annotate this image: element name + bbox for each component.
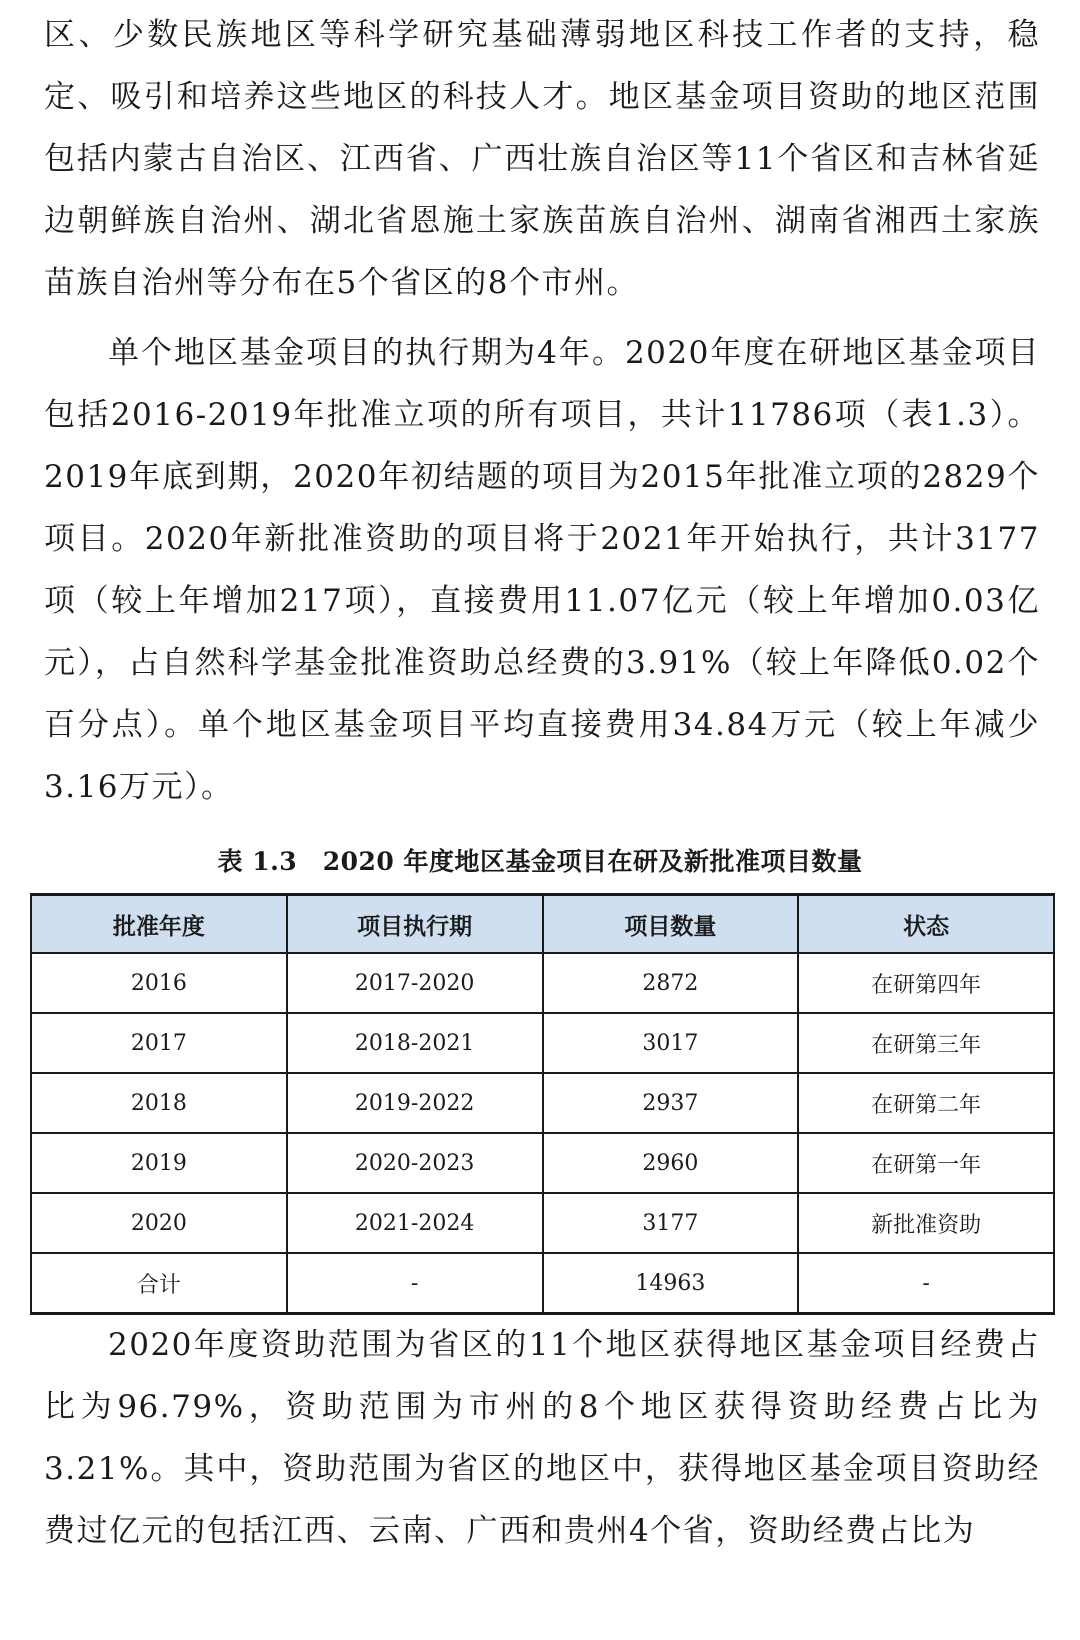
- cell-status: 在研第三年: [798, 1013, 1054, 1073]
- cell-status: 新批准资助: [798, 1193, 1054, 1253]
- cell-project-count: 2872: [543, 953, 799, 1013]
- cell-status: -: [798, 1253, 1054, 1314]
- cell-execution-period: 2017-2020: [287, 953, 543, 1013]
- cell-status: 在研第二年: [798, 1073, 1054, 1133]
- header-execution-period: 项目执行期: [287, 895, 543, 954]
- cell-total-count: 14963: [543, 1253, 799, 1314]
- table-row: [31, 1193, 1054, 1253]
- cell-approval-year: 2017: [31, 1013, 287, 1073]
- header-approval-year: 批准年度: [31, 895, 287, 954]
- data-table-container: [30, 893, 1055, 1315]
- table-header-row: [31, 895, 1054, 954]
- table-total-row: [31, 1253, 1054, 1314]
- cell-execution-period: 2021-2024: [287, 1193, 543, 1253]
- header-project-count: 项目数量: [543, 895, 799, 954]
- paragraph-1: 区、少数民族地区等科学研究基础薄弱地区科技工作者的支持，稳定、吸引和培养这些地区的科技人才。地区基金项目资助的地区范围包括内蒙古自治区、江西省、广西壮族自治区等11个省区和吉林省延边朝鲜族自治州、湖北省恩施土家族苗族自治州、湖南省湘西土家族苗族自治州等分布在5个省区的8个市州。: [44, 17, 1040, 301]
- table-row: [31, 1133, 1054, 1193]
- cell-approval-year: 2018: [31, 1073, 287, 1133]
- cell-project-count: 3017: [543, 1013, 799, 1073]
- cell-execution-period: -: [287, 1253, 543, 1314]
- table-caption: 表 1.3 2020 年度地区基金项目在研及新批准项目数量: [217, 847, 863, 876]
- cell-project-count: 2937: [543, 1073, 799, 1133]
- paragraph-3: 2020年度资助范围为省区的11个地区获得地区基金项目经费占比为96.79%，资助范围为市州的8个地区获得资助经费占比为3.21%。其中，资助范围为省区的地区中，获得地区基金项目资助经费过亿元的包括江西、云南、广西和贵州4个省，资助经费占比为: [44, 1327, 1040, 1549]
- cell-execution-period: 2019-2022: [287, 1073, 543, 1133]
- header-status: 状态: [798, 895, 1054, 954]
- cell-execution-period: 2018-2021: [287, 1013, 543, 1073]
- paragraph-2: 单个地区基金项目的执行期为4年。2020年度在研地区基金项目包括2016-2019年批准立项的所有项目，共计11786项（表1.3）。2019年底到期，2020年初结题的项目为2015年批准立项的2829个项目。2020年新批准资助的项目将于2021年开始执行，共计3177项（较上年增加217项），直接费用11.07亿元（较上年增加0.03亿元），占自然科学基金批准资助总经费的3.91%（较上年降低0.02个百分点）。单个地区基金项目平均直接费用34.84万元（较上年减少3.16万元）。: [44, 335, 1040, 805]
- cell-status: 在研第一年: [798, 1133, 1054, 1193]
- cell-status: 在研第四年: [798, 953, 1054, 1013]
- cell-approval-year: 2020: [31, 1193, 287, 1253]
- cell-total-label: 合计: [31, 1253, 287, 1314]
- cell-approval-year: 2016: [31, 953, 287, 1013]
- cell-approval-year: 2019: [31, 1133, 287, 1193]
- cell-project-count: 2960: [543, 1133, 799, 1193]
- cell-project-count: 3177: [543, 1193, 799, 1253]
- cell-execution-period: 2020-2023: [287, 1133, 543, 1193]
- table-row: [31, 953, 1054, 1013]
- data-table: [30, 893, 1055, 1315]
- table-row: [31, 1013, 1054, 1073]
- table-row: [31, 1073, 1054, 1133]
